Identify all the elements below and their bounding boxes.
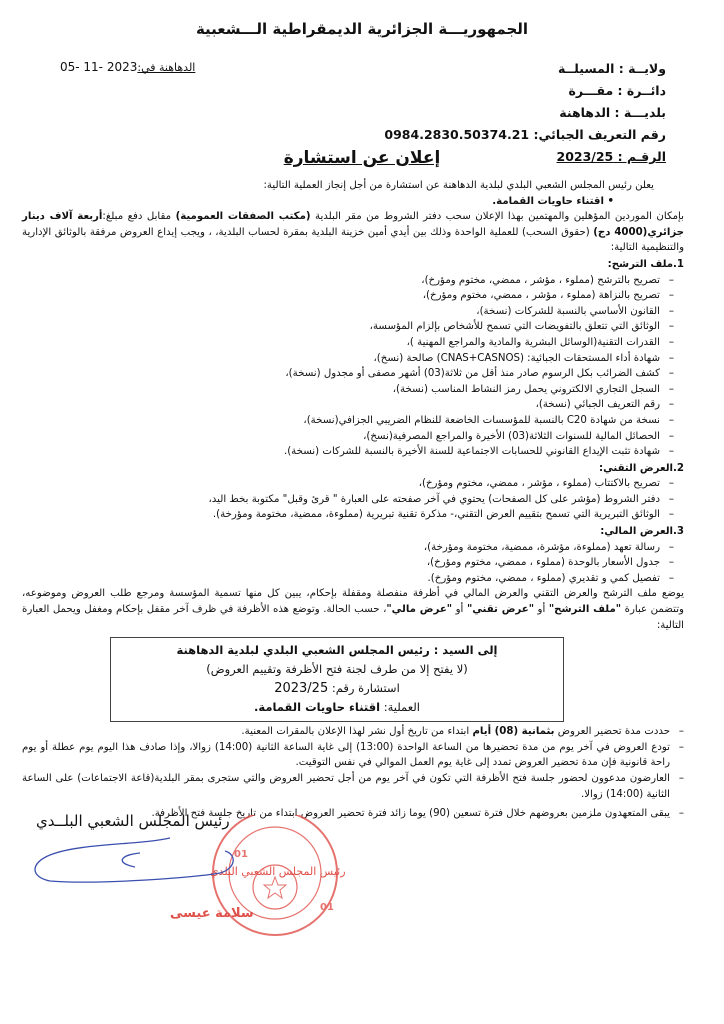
list-item: – الحصائل المالية للسنوات الثلاثة(03) الأخيرة والمراجع المصرفية(نسخ)، xyxy=(22,429,674,445)
envelope-label-box xyxy=(110,637,564,722)
conditions-office: (مكتب الصفقات العمومية) xyxy=(175,211,311,223)
list-item: – الوثائق التبريرية التي تسمح بتقييم العرض التقني،- مذكرة تقنية تبريرية (مملوءة، ممضية، مختومة ومؤرخة). xyxy=(22,507,674,523)
envelope-label-technical: "عرض تقني" xyxy=(466,604,535,616)
wilaya-line: ولايــة : المسيلــة xyxy=(557,61,666,76)
envelope-label-candidacy: "ملف الترشح" xyxy=(548,604,622,616)
envelope-operation xyxy=(111,698,563,717)
list-item: – القانون الأساسي بالنسبة للشركات (نسخة)، xyxy=(22,304,674,320)
conditions-paragraph xyxy=(22,209,684,256)
financial-list xyxy=(22,540,684,587)
list-item: – دفتر الشروط (مؤشر على كل الصفحات) يحتوي في آخر صفحته على العبارة " قرئ وقبل" مكتوبة بخط اليد، xyxy=(22,492,674,508)
operation-bullet: • اقتناء حاويات القمامة. xyxy=(492,195,614,207)
list-item: – كشف الضرائب بكل الرسوم صادر منذ أقل من ثلاثة(03) أشهر مصفى أو مجدول (نسخة)، xyxy=(22,366,674,382)
tax-id-label: رقم التعريف الجبائي: xyxy=(533,127,666,142)
seal-number-bottom: 01 xyxy=(320,902,334,913)
stamp-title-text: رئيس المجلس الشعبي البلدي xyxy=(210,865,346,878)
seal-number-top: 01 xyxy=(234,849,248,860)
envelope-text-1: يوضع ملف الترشح والعرض التقني والعرض المالي في أظرفة منفصلة ومقفلة بإحكام، يبين كل منها تسمية المؤسسة ومرجع طلب العروض وموضوعه، وتتضمن عبارة xyxy=(22,588,684,616)
envelope-label-financial: "عرض مالي" xyxy=(386,604,453,616)
conditions-text-1: بإمكان الموردين المؤهلين والمهتمين بهذا الإعلان سحب دفتر الشروط من مقر البلدية xyxy=(314,211,684,223)
final-provisions-list xyxy=(22,724,684,822)
date-value: 05- 11- 2023 xyxy=(60,60,138,74)
list-item: – الوثائق التي تتعلق بالتفويضات التي تسمح للأشخاص بإلزام المؤسسة، xyxy=(22,319,674,335)
signatory-title: رئيس المجلس الشعبي البلــدي xyxy=(36,812,230,830)
list-item-duration xyxy=(22,724,684,740)
list-item: – القدرات التقنية(الوسائل البشرية والمادية والمراجع المهنية )، xyxy=(22,335,674,351)
conditions-amount-number: (4000 دج) xyxy=(593,226,648,238)
list-item: – تصريح بالاكتتاب (مملوء ، مؤشر ، ممضي، مختوم ومؤرخ)، xyxy=(22,476,674,492)
reference-label: الرقـم : xyxy=(617,149,666,164)
list-item: – تصريح بالنزاهة (مملوء ، مؤشر ، ممضي، مختوم ومؤرخ)، xyxy=(22,288,674,304)
document-body xyxy=(22,178,684,822)
daira-line: دائــرة : مقـــرة xyxy=(568,83,666,98)
envelope-or-2: أو xyxy=(455,604,464,616)
technical-list xyxy=(22,476,684,523)
section-heading-technical: 2.العرض التقني: xyxy=(599,462,684,474)
list-item: – جدول الأسعار بالوحدة (مملوء ، ممضي، مختوم ومؤرخ)، xyxy=(22,555,674,571)
list-item: – تصريح بالترشح (مملوء ، مؤشر ، ممضي، مختوم ومؤرخ)، xyxy=(22,273,674,289)
list-item: – شهادة أداء المستحقات الجبائية: (CNAS+CASNOS) صالحة (نسخ)، xyxy=(22,351,674,367)
stamp-and-signature xyxy=(20,815,360,955)
envelope-instructions xyxy=(22,586,684,633)
consultation-label: استشارة رقم: xyxy=(331,681,400,696)
envelope-or-1: أو xyxy=(537,604,546,616)
list-item-deposit: – تودع العروض في آخر يوم من مدة تحضيرها من الساعة الواحدة (13:00) إلى غاية الساعة الثانية (14:00) زوالا، وإذا صادف هذا اليوم يوم عطلة أو يوم راحة قانونية فإن مدة تحضير العروض تمدد إلى غاية يوم العمل الموالي في نفس التوقيت. xyxy=(22,740,684,771)
conditions-text-3: (حقوق السحب) للعملية الواحدة وذلك بين أيدي أمين خزينة البلدية بمقرة لحساب البلدية، ، ويجب إيداع العروض مرفقة بالوثائق الإدارية والتنظيمية التالية: xyxy=(22,226,684,254)
section-heading-candidacy: 1.ملف الترشح: xyxy=(607,258,684,270)
list-item: – نسخة من شهادة C20 بالنسبة للمؤسسات الخاضعة للنظام الضريبي الجزافي(نسخة)، xyxy=(22,413,674,429)
date-place: الدهاهنة في: xyxy=(137,61,196,74)
envelope-text-2: ، حسب الحالة. وتوضع هذه الأظرفة في ظرف آخر مقفل بإحكام ومغفل ويحمل العبارة التالية: xyxy=(22,604,684,631)
duration-text-2: ابتداء من تاريخ أول نشر لهذا الإعلان بالمقرات المعنية. xyxy=(241,726,470,738)
envelope-addressee: إلى السيد : رئيس المجلس الشعبي البلدي لبلدية الدهاهنة xyxy=(176,643,498,658)
list-item: – رقم التعريف الجبائي (نسخة)، xyxy=(22,397,674,413)
baladiya-line: بلديـــة : الدهاهنة xyxy=(559,105,666,120)
date-line xyxy=(60,60,195,74)
candidacy-list xyxy=(22,273,684,460)
section-heading-financial: 3.العرض المالي: xyxy=(600,526,684,538)
conditions-amount-words: أربعة آلاف دينار جزائري xyxy=(22,211,684,238)
stamp-name-text: سلامة عيسى xyxy=(170,906,254,921)
list-item-validity: – يبقى المتعهدون ملزمين بعروضهم خلال فترة تسعين (90) يوما زائد فترة تحضير العروض ابتداء من تاريخ جلسة فتح الأظرفة. xyxy=(22,806,684,822)
duration-text-1: حددت مدة تحضير العروض xyxy=(557,726,670,738)
handwritten-signature-icon xyxy=(35,838,233,882)
list-item-invitation: – العارضون مدعوون لحضور جلسة فتح الأظرفة التي تكون في آخر يوم من أجل تحضير العروض والتي ستجرى بمقر البلدية(قاعة الاجتماعات) على الساعة الثانية (14:00) زوالا. xyxy=(22,771,684,802)
list-item: – رسالة تعهد (مملوءة، مؤشرة، ممضية، مختومة ومؤرخة)، xyxy=(22,540,674,556)
conditions-text-2: مقابل دفع مبلغ: xyxy=(102,211,172,223)
republic-header: الجمهوريـــة الجزائرية الديمقراطية الـــشعبية xyxy=(195,20,529,38)
reference-value: 2023/25 xyxy=(556,149,614,164)
operation-label: العملية: xyxy=(383,700,420,715)
intro-paragraph: يعلن رئيس المجلس الشعبي البلدي لبلدية الدهاهنة عن استشارة من أجل إنجاز العملية التالية: xyxy=(263,180,654,191)
envelope-consultation xyxy=(111,679,563,698)
tax-id-value: 0984.2830.50374.21 xyxy=(384,127,530,142)
list-item: – شهادة تثبت الإيداع القانوني للحسابات الاجتماعية للسنة الأخيرة بالنسبة للشركات (نسخة). xyxy=(22,444,674,460)
list-item: – السجل التجاري الالكتروني يحمل رمز النشاط المناسب (نسخة)، xyxy=(22,382,674,398)
list-item: – تفصيل كمي و تقديري (مملوء ، ممضي، مختوم ومؤرخ). xyxy=(22,571,674,587)
consultation-number: 2023/25 xyxy=(274,681,329,697)
envelope-note: (لا يفتح إلا من طرف لجنة فتح الأظرفة وتقييم العروض) xyxy=(206,662,468,677)
round-seal-icon xyxy=(213,815,337,935)
operation-value: اقتناء حاويات القمامة. xyxy=(254,700,381,715)
document-title: إعلان عن استشارة xyxy=(283,148,441,168)
tax-id-line xyxy=(286,124,666,146)
duration-days: بثمانية (08) أيام xyxy=(472,726,555,738)
